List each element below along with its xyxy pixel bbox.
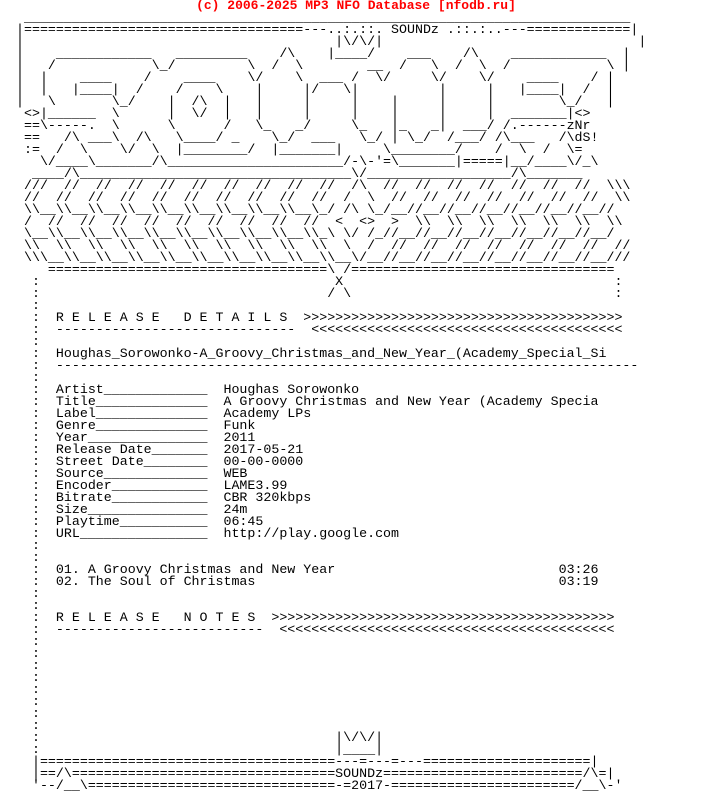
nfo-line: <>|______ \ | \/ | | | | | | | _______|<> (16, 106, 591, 121)
nfo-line: ===================================\ /================================= (16, 262, 615, 277)
nfo-line: '--/__\===============================-=2017-=======================/__\-' (16, 778, 623, 793)
nfo-line: : (16, 694, 40, 709)
nfo-line: : (16, 334, 40, 349)
nfo-line: : Encoder____________ LAME3.99 (16, 478, 288, 493)
nfo-line: ==\-----. \ \ / \_ _/ \_ |_ _| ___/ /.------zNr (16, 118, 591, 133)
site-header: (c) 2006-2025 MP3 NFO Database [nfodb.ru] (196, 0, 516, 13)
nfo-line: : (16, 658, 40, 673)
nfo-line: / // // // // // // // // // < <> > \\ \\ \\ \\ \\ \\ \\ (16, 214, 623, 229)
nfo-line: : 02. The Soul of Christmas 03:19 (16, 574, 599, 589)
nfo-line: |===================================---..:.::. SOUNDz .::.:..---=============| (16, 22, 639, 37)
nfo-line: : -------------------------- <<<<<<<<<<<<<<<<<<<<<<<<<<<<<<<<<<<<<<<<<< (16, 622, 615, 637)
nfo-line: : (16, 538, 40, 553)
nfo-line: : (16, 706, 40, 721)
nfo-line: : (16, 682, 40, 697)
nfo-line: : Title______________ A Groovy Christmas and New Year (Academy Specia (16, 394, 599, 409)
nfo-line: : |\/\/| (16, 730, 384, 745)
nfo-line: : / \ : (16, 286, 623, 301)
nfo-line: : (16, 370, 40, 385)
nfo-line: \\__\\__\\__\\__\\__\\__\\__\\__\\__\_/ /\ \_/__//__//__//__//__//__//__// (16, 202, 615, 217)
nfo-line: : Release Date_______ 2017-05-21 (16, 442, 304, 457)
nfo-line: | |\/\/| | (16, 34, 647, 49)
nfo-line: : Artist_____________ Houghas Sorowonko (16, 382, 360, 397)
nfo-line: : R E L E A S E D E T A I L S >>>>>>>>>>>>>>>>>>>>>>>>>>>>>>>>>>>>>>>> (16, 310, 623, 325)
nfo-line: | \ \_/ | /\ | | | | | | | \_/ | (16, 94, 615, 109)
nfo-line: ____/\__________________________________\/__________________/\_______ (16, 166, 583, 181)
nfo-line: : (16, 586, 40, 601)
nfo-line: : Bitrate____________ CBR 320kbps (16, 490, 312, 505)
nfo-line: : 01. A Groovy Christmas and New Year 03:26 (16, 562, 599, 577)
nfo-line: : Street Date________ 00-00-0000 (16, 454, 304, 469)
nfo-line: : URL________________ http://play.google.com (16, 526, 400, 541)
nfo-line: /// // // // // // // // // // /\ // // // // // // // \\\ (16, 178, 631, 193)
nfo-line: : R E L E A S E N O T E S >>>>>>>>>>>>>>>>>>>>>>>>>>>>>>>>>>>>>>>>>>> (16, 610, 615, 625)
nfo-line: |=====================================---=---=---=====================| (16, 754, 599, 769)
nfo-line: : Houghas_Sorowonko-A_Groovy_Christmas_and_New_Year_(Academy_Special_Si (16, 346, 607, 361)
nfo-line: // // // // // // // // // // / \ // // // // // // // \\ (16, 190, 631, 205)
nfo-line: : |____| (16, 742, 384, 757)
nfo-line: : ------------------------------ <<<<<<<<<<<<<<<<<<<<<<<<<<<<<<<<<<<<<<< (16, 322, 623, 337)
nfo-line: := / \ \/ \ |________/ |_______| \________/ / \ / \= (16, 142, 583, 157)
nfo-line: ____________________________________________________________________________ (16, 10, 631, 25)
nfo-line: | ____________ _________ /\ |____/ ___ /\ ____________ | (16, 46, 631, 61)
nfo-line: \__\\__\\__\\__\\__\\__\\__\\__\\__\\_\ \/ /_//__//__//__//__//__//__//__/ (16, 226, 615, 241)
nfo-line: == /\ ___\ /\ \____/ _ \_/ ___ \_/ | \_/ /___/ /\___ /\dS! (16, 130, 599, 145)
nfo-line: : Year_______________ 2011 (16, 430, 256, 445)
nfo-line: : (16, 646, 40, 661)
nfo-line: : Genre______________ Funk (16, 418, 256, 433)
nfo-ascii-art (16, 12, 646, 792)
nfo-line: : Size_______________ 24m (16, 502, 248, 517)
nfo-line: \/____\_______/\______________________/-\-'=\_______|=====|__/____\/_\ (16, 154, 599, 169)
nfo-line: : (16, 298, 40, 313)
nfo-line: | | |____| / / \ | |/ \| | | |____| / | (16, 82, 615, 97)
nfo-line: : ------------------------------------------------------------------------- (16, 358, 639, 373)
nfo-line: : (16, 550, 40, 565)
nfo-line: : Playtime___________ 06:45 (16, 514, 264, 529)
nfo-line: : (16, 598, 40, 613)
nfo-line: : Source_____________ WEB (16, 466, 248, 481)
nfo-line: \\ \\ \\ \\ \\ \\ \\ \\ \\ \\ \ / // // // // // // // // (16, 238, 631, 253)
nfo-line: |==/\=================================SOUNDz=========================/\=| (16, 766, 615, 781)
nfo-line: : (16, 670, 40, 685)
nfo-line: | | ____ / ____ \/ \ ___ / \/ \/ \/ ____ / | (16, 70, 615, 85)
nfo-line: : X : (16, 274, 623, 289)
nfo-line: \\\__\\__\\__\\__\\__\\__\\__\\__\\__\\__\/__//__//__//__//__//__//__//__/// (16, 250, 631, 265)
nfo-line: : (16, 718, 40, 733)
nfo-line: | / \_/ \ / \ __ / \ / \ / \ | (16, 58, 631, 73)
nfo-line: : Label______________ Academy LPs (16, 406, 312, 421)
nfo-line: : (16, 634, 40, 649)
